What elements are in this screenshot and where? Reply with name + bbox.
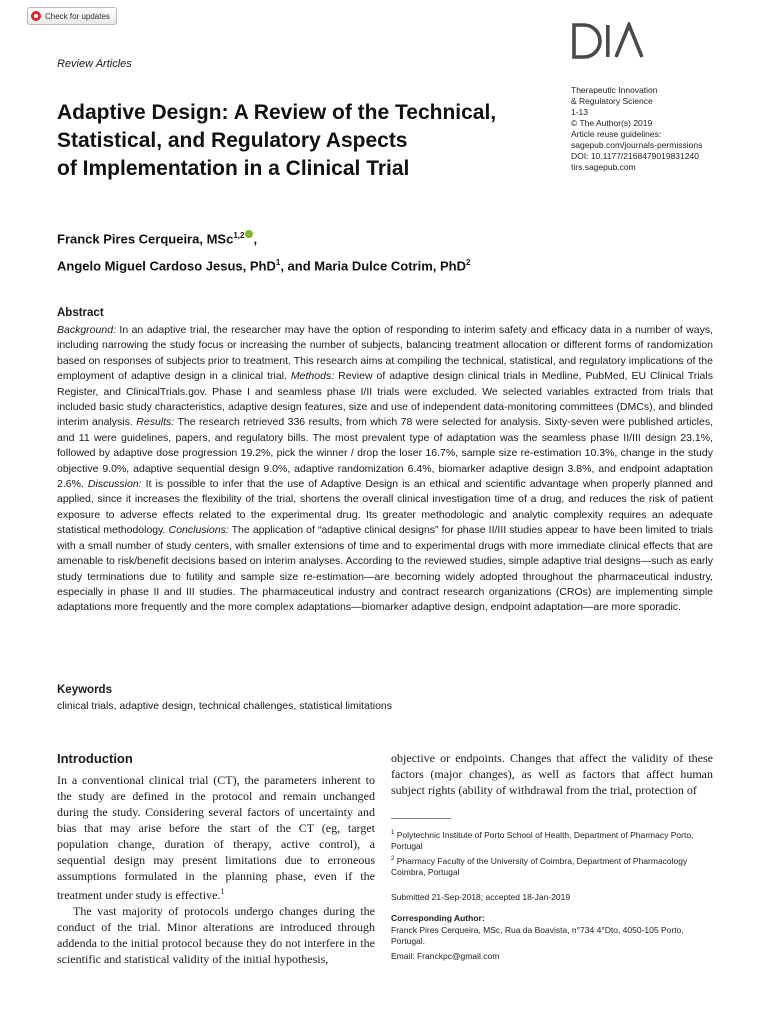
reference-marker[interactable]: 1 (220, 887, 225, 896)
affiliation-text: Polytechnic Institute of Porto School of Health, Department of Pharmacy Porto, Portugal (391, 829, 694, 851)
abstract-text: In an adaptive trial, the researcher may have the option of responding to interim safety and efficacy data in a number of ways, including narrowing the study focus or increasing the number of subjects, balancing treatment allocation or different forms of randomization based on responses of subjects prior to treatment. This research aims at compiling the technical, statistical, and regulatory implications of the employment of adaptive design in a clinical trial. (57, 324, 713, 383)
affiliation-marker: 1,2 (233, 231, 245, 240)
permissions-link[interactable]: sagepub.com/journals-permissions (571, 140, 703, 150)
journal-info (571, 85, 741, 173)
dia-logo-icon (572, 22, 646, 60)
affiliation-text: Pharmacy Faculty of the University of Coimbra, Department of Pharmacology Coimbra, Portugal (391, 855, 688, 877)
affiliation-1 (391, 828, 713, 852)
journal-info-line: Article reuse guidelines: (571, 129, 662, 139)
abstract-body (57, 323, 713, 616)
affiliation-2 (391, 854, 713, 878)
corresponding-author-address: Franck Pires Cerqueira, MSc, Rua da Boavista, n°734 4°Dto, 4050-105 Porto, Portugal. (391, 925, 684, 946)
author-name: , and Maria Dulce Cotrim, PhD (280, 258, 466, 274)
check-for-updates-badge[interactable] (27, 7, 117, 25)
journal-info-line: © The Author(s) 2019 (571, 118, 653, 128)
affiliation-marker: 1 (275, 258, 281, 268)
dia-logo (572, 22, 646, 65)
abstract-label-results: Results: (136, 416, 175, 429)
title-line: of Implementation in a Clinical Trial (57, 157, 410, 180)
abstract-label-conclusions: Conclusions: (168, 524, 229, 537)
journal-info-line: Therapeutic Innovation (571, 85, 658, 95)
journal-info-line: 1-13 (571, 107, 589, 117)
submission-dates: Submitted 21-Sep-2018; accepted 18-Jan-2019 (391, 892, 571, 902)
affiliation-marker: 1 (391, 830, 395, 836)
introduction-heading: Introduction (57, 751, 133, 766)
author-name: Angelo Miguel Cardoso Jesus, PhD (57, 258, 276, 274)
paragraph-text: In a conventional clinical trial (CT), the parameters inherent to the study are defined in the protocol and remain unchanged during the study. Considering several factors of uncertainty and bias that may arise before the start of the CT (eg, target population change, duration of therapy, active control), a sequential design may present limitations due to erroneous assumptions formulated in the planning phase, even if the treatment under study is effective. (57, 773, 375, 902)
abstract-text: The research retrieved 336 results, from which 78 were selected for analysis. Sixty-seven were published articles, and 11 were guidelines, papers, and regulatory bills. The most prevalent type of adaptation was the seamless phase II/III design 23.1%, followed by adaptive dose progression 19.2%, pick the winner / drop the loser 16.7%, sample size re-estimation 10.3%, change in the study objective 9.0%, adaptive sequential design 9.0%, adaptive randomization 6.4%, biomarker adaptive design 3.8%, and endpoint adaptation 2.6%. (57, 416, 713, 491)
author-line-1: Franck Pires Cerqueira, MSc$^{1,2}$ , (57, 231, 258, 247)
keywords-list: clinical trials, adaptive design, technical challenges, statistical limitations (57, 700, 392, 712)
journal-site-link[interactable]: tirs.sagepub.com (571, 162, 636, 172)
section-label: Review Articles (57, 58, 132, 70)
body-paragraph: The vast majority of protocols undergo changes during the conduct of the trial. Minor alterations are introduced through addenda to the initial protocol because they do not interfere in the scientific and statistical validity of the initial hypothesis, (57, 904, 375, 966)
abstract-text: Review of adaptive design clinical trials in Medline, PubMed, EU Clinical Trials Register, and ClinicalTrials.gov. Phase I and seamless phase I/II trials were excluded. We selected variables extracted from trials that included basic study characteristics, adaptive design features, size and use of independent data-monitoring committees (DMCs), and blinded interim analysis. (57, 370, 713, 429)
title-line: Statistical, and Regulatory Aspects (57, 129, 408, 152)
author-line-2 (57, 251, 657, 278)
corresponding-author-email[interactable]: Email: Franckpc@gmail.com (391, 951, 500, 961)
keywords-heading: Keywords (57, 684, 112, 696)
article-title (57, 99, 557, 183)
body-column-right: objective or endpoints. Changes that affect the validity of these factors (major changes), as well as factors that affect human subject rights (ability of withdrawal from the trial, protection of (391, 751, 713, 797)
corresponding-author-heading: Corresponding Author: (391, 913, 485, 923)
affiliation-marker: 2 (391, 856, 395, 862)
badge-label: Check for updates (45, 11, 110, 21)
journal-info-line: & Regulatory Science (571, 96, 653, 106)
crossmark-icon (31, 11, 41, 21)
title-line: Adaptive Design: A Review of the Technical, (57, 101, 497, 124)
abstract-label-methods: Methods: (290, 370, 335, 383)
author-list (57, 224, 657, 279)
abstract-label-background: Background: (57, 324, 116, 336)
footnote-divider (391, 818, 451, 819)
body-paragraph (57, 772, 375, 903)
abstract-label-discussion: Discussion: (87, 478, 142, 491)
abstract-text: It is possible to infer that the use of Adaptive Design is an ethical and scientific advantage when properly planned and applied, since it increases the flexibility of the trial, shortens the overall clinical investigation time of a drug, and reduces the risk of patient exposure to adverse effects related to the experimental drug. Its greater methodologic and analytic complexity requires an adequate statistical methodology. (57, 478, 713, 537)
doi-link[interactable]: DOI: 10.1177/2168479019831240 (571, 151, 699, 161)
orcid-icon[interactable] (245, 230, 253, 238)
body-column-left (57, 772, 375, 967)
abstract-text: The application of “adaptive clinical designs” for phase II/III studies appear to have been limited to trials with a small number of study centers, with smaller extensions of time and to experimental drugs with more immediate clinical effects that are amenable to risk/benefit decisions based on interim analyses. According to the reviewed studies, simple adaptive trial designs—such as early study terminations due to futility and sample size re-estimation—are becoming widely adopted throughout the pharmaceutical industry, especially in phase II and III studies. The pharmaceutical industry and contract research organizations (CROs) are implementing simple adaptations more frequently and the more complex adaptations—biomarker adaptive design, endpoint adaptation—are more sporadic. (57, 524, 713, 614)
affiliation-marker: 2 (465, 258, 471, 268)
author-name: Franck Pires Cerqueira, MSc (57, 231, 234, 247)
abstract-heading: Abstract (57, 307, 104, 319)
